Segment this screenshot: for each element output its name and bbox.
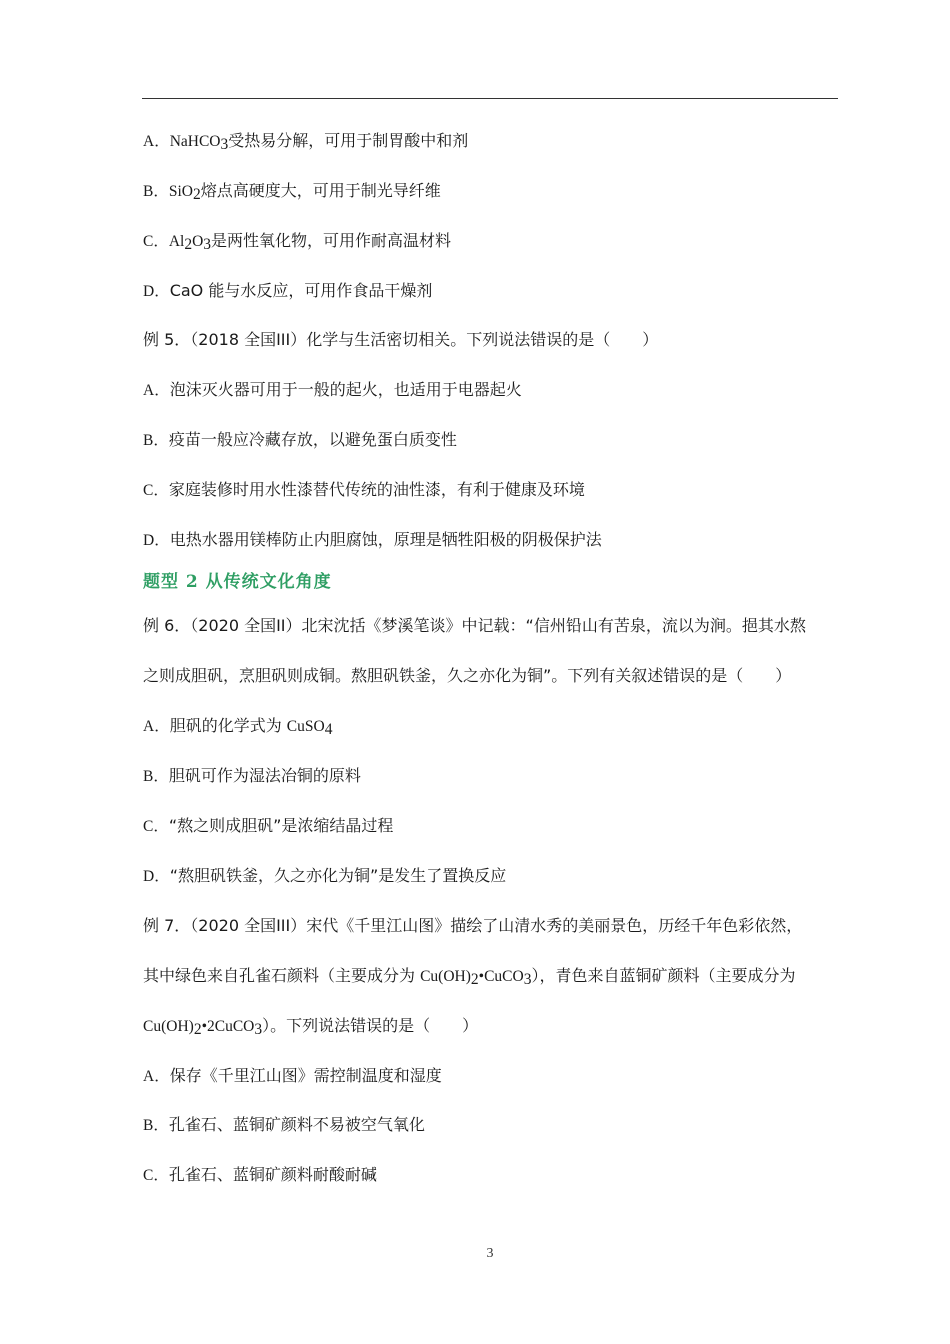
section-heading: 题型 2 从传统文化角度 (143, 572, 332, 592)
formula: Cu(OH) (420, 968, 471, 985)
option-text: 能与水反应，可用作食品干燥剂 (203, 281, 433, 300)
option-text: 疫苗一般应冷藏存放，以避免蛋白质变性 (168, 430, 457, 449)
option-letter: A． (143, 133, 170, 150)
ex7-option-c (143, 1165, 843, 1186)
option-letter: D． (143, 532, 170, 549)
option-letter: D． (143, 283, 170, 300)
formula: Al (168, 233, 185, 250)
subscript: 3 (254, 1021, 263, 1038)
ex6-option-b (143, 766, 843, 787)
option-letter: C． (143, 482, 169, 499)
option-text: 胆矾可作为湿法冶铜的原料 (168, 766, 361, 785)
option-text: “熬胆矾铁釜，久之亦化为铜”是发生了置换反应 (169, 866, 507, 885)
option-letter: B． (143, 183, 169, 200)
subscript: 3 (203, 236, 212, 253)
ex6-stem-line1 (143, 616, 843, 636)
option-letter: B． (143, 768, 169, 785)
option-letter: A． (143, 1068, 170, 1085)
subscript: 2 (193, 1021, 202, 1038)
option-letter: C． (143, 233, 169, 250)
stem-text: 其中绿色来自孔雀石颜料（主要成分为 (143, 966, 421, 985)
option-letter: D． (143, 868, 170, 885)
option-text: 孔雀石、蓝铜矿颜料不易被空气氧化 (168, 1115, 425, 1134)
option-text: 是两性氧化物，可用作耐高温材料 (211, 231, 452, 250)
option-letter: A． (143, 718, 170, 735)
ex5-option-c (143, 480, 843, 501)
subscript: 4 (324, 721, 333, 738)
option-letter: C． (143, 1167, 169, 1184)
option-text: 熔点高硬度大，可用于制光导纤维 (200, 181, 441, 200)
ex6-option-c (143, 816, 843, 837)
formula: Cu(OH) (143, 1018, 194, 1035)
formula: •2CuCO (201, 1018, 255, 1035)
q4-option-a (143, 131, 843, 152)
stem-text: ）。下列说法错误的是（ ） (262, 1016, 479, 1035)
option-text: 胆矾的化学式为 (169, 716, 287, 735)
example-source: （2020 全国III） (190, 916, 307, 935)
ex6-stem-line2: 之则成胆矾，烹胆矾则成铜。熬胆矾铁釜，久之亦化为铜”。下列有关叙述错误的是（ ） (143, 666, 792, 685)
subscript: 2 (470, 971, 479, 988)
subscript: 3 (220, 136, 229, 153)
option-letter: C． (143, 818, 169, 835)
example-source: （2018 全国III） (190, 330, 307, 349)
example-label: 例 6． (143, 616, 191, 635)
subscript: 2 (192, 186, 201, 203)
formula: CaO (169, 281, 204, 300)
ex7-option-b (143, 1115, 843, 1136)
option-letter: B． (143, 1117, 169, 1134)
example-label: 例 5． (143, 330, 191, 349)
example-stem: 宋代《千里江山图》描绘了山清水秀的美丽景色，历经千年色彩依然， (306, 916, 803, 935)
example-label: 例 7． (143, 916, 191, 935)
ex6-option-a (143, 716, 843, 737)
ex7-stem-line3 (143, 1016, 843, 1037)
formula: •CuCO (478, 968, 524, 985)
q4-option-c (143, 231, 843, 252)
option-text: 泡沫灭火器可用于一般的起火，也适用于电器起火 (169, 380, 522, 399)
subscript: 2 (184, 236, 193, 253)
option-letter: B． (143, 432, 169, 449)
option-text: 受热易分解，可用于制胃酸中和剂 (228, 131, 469, 150)
formula: O (192, 233, 204, 250)
q4-option-d (143, 281, 843, 302)
example-stem: 北宋沈括《梦溪笔谈》中记载：“信州铅山有苦泉，流以为涧。挹其水熬 (301, 616, 806, 635)
option-text: 家庭装修时用水性漆替代传统的油性漆，有利于健康及环境 (168, 480, 585, 499)
ex5-option-a (143, 380, 843, 401)
option-text: 保存《千里江山图》需控制温度和湿度 (169, 1066, 442, 1085)
ex7-option-a (143, 1066, 843, 1087)
option-text: “熬之则成胆矾”是浓缩结晶过程 (168, 816, 394, 835)
option-text: 孔雀石、蓝铜矿颜料耐酸耐碱 (168, 1165, 377, 1184)
ex5-stem (143, 330, 843, 350)
page-number: 3 (486, 1246, 494, 1261)
ex7-stem-line1 (143, 916, 843, 936)
example-stem: 化学与生活密切相关。下列说法错误的是（ ） (306, 330, 659, 349)
ex7-stem-line2 (143, 966, 843, 987)
subscript: 3 (523, 971, 532, 988)
stem-text: ），青色来自蓝铜矿颜料（主要成分为 (531, 966, 796, 985)
q4-option-b (143, 181, 843, 202)
formula: CuSO (286, 718, 325, 735)
formula: NaHCO (169, 133, 221, 150)
example-source: （2020 全国II） (190, 616, 302, 635)
option-letter: A． (143, 382, 170, 399)
ex6-option-d (143, 866, 843, 887)
header-rule (142, 98, 838, 99)
ex5-option-b (143, 430, 843, 451)
formula: SiO (168, 183, 193, 200)
ex5-option-d (143, 530, 843, 551)
option-text: 电热水器用镁棒防止内胆腐蚀，原理是牺牲阳极的阴极保护法 (169, 530, 602, 549)
